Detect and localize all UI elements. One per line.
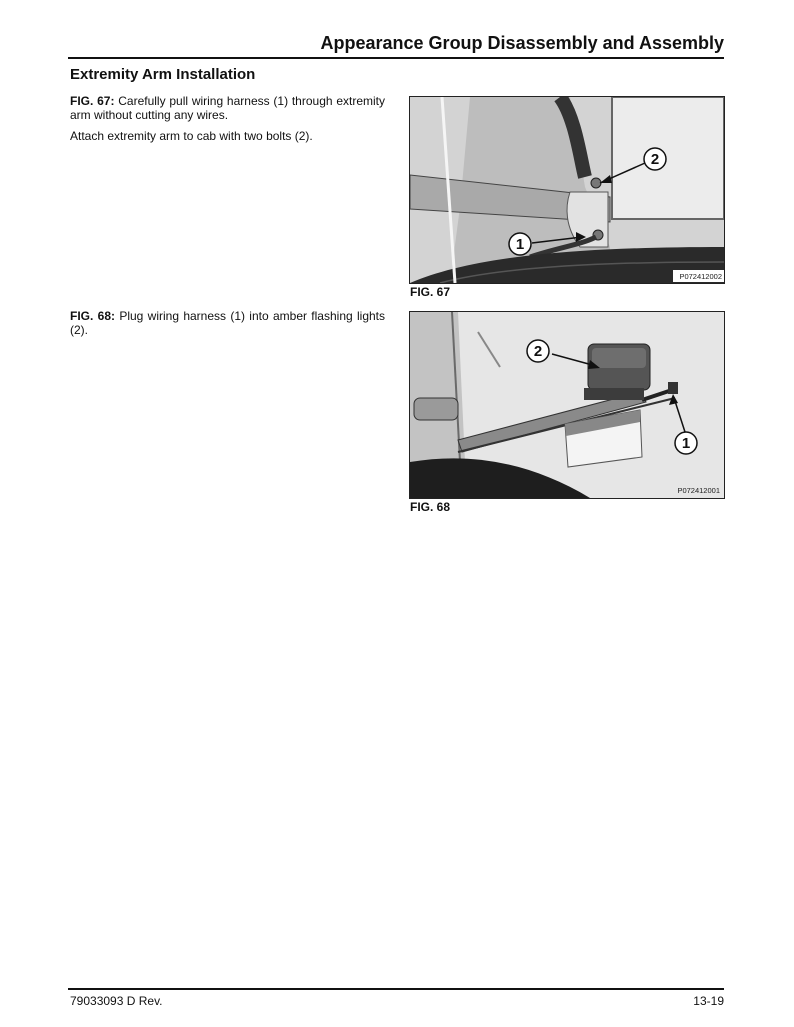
footer-rule bbox=[68, 988, 724, 990]
fig67-reference: FIG. 67: bbox=[70, 94, 115, 108]
page-header-title: Appearance Group Disassembly and Assembly bbox=[320, 33, 724, 53]
step-fig67-text bbox=[70, 94, 385, 122]
section-heading: Extremity Arm Installation bbox=[70, 66, 256, 83]
fig68-callout-2: 2 bbox=[533, 343, 543, 360]
step-attach-text bbox=[70, 129, 385, 143]
attach-instruction: Attach extremity arm to cab with two bolts (2). bbox=[70, 129, 313, 143]
header-rule bbox=[68, 57, 724, 59]
fig68-part-number: P072412001 bbox=[677, 486, 720, 495]
fig68-instruction: Plug wiring harness (1) into amber flashing lights (2). bbox=[70, 309, 385, 337]
footer-doc-number: 79033093 D Rev. bbox=[70, 994, 163, 1008]
fig67-callout-2: 2 bbox=[650, 151, 660, 168]
step-fig68-text bbox=[70, 309, 385, 337]
fig68-callout-1: 1 bbox=[681, 435, 691, 452]
fig68-reference: FIG. 68: bbox=[70, 309, 115, 323]
figure-67-caption: FIG. 67 bbox=[410, 285, 451, 299]
fig67-part-number: P072412002 bbox=[679, 272, 722, 281]
fig67-callout-1: 1 bbox=[515, 236, 525, 253]
fig67-instruction: Carefully pull wiring harness (1) through extremity arm without cutting any wires. bbox=[70, 94, 385, 122]
footer-page-number: 13-19 bbox=[693, 994, 724, 1008]
figure-68-caption: FIG. 68 bbox=[410, 500, 451, 514]
figure-67-illustration bbox=[409, 96, 725, 284]
figure-68-illustration bbox=[409, 311, 725, 499]
